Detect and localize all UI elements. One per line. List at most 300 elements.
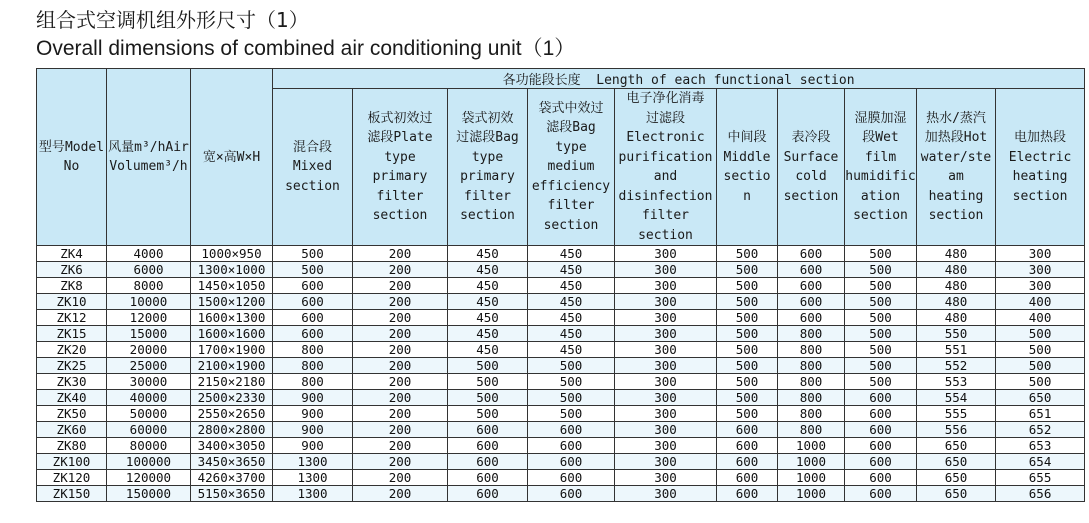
cell-width-height: 2100×1900	[191, 358, 273, 374]
cell-mixed: 900	[273, 438, 353, 454]
header-line: humidific	[845, 169, 916, 184]
cell-air-volume: 100000	[107, 454, 191, 470]
cell-mixed: 600	[273, 278, 353, 294]
cell-wet-film-humidification: 500	[845, 262, 917, 278]
cell-middle: 500	[717, 246, 778, 262]
cell-electronic-purification: 300	[615, 470, 717, 486]
header-line: section	[543, 217, 599, 233]
header-line: film	[864, 149, 897, 165]
table-body	[37, 246, 1085, 502]
page-title-english: Overall dimensions of combined air conditioning unit（1）	[36, 37, 576, 60]
header-line: section	[285, 178, 340, 194]
cell-width-height: 2500×2330	[191, 390, 273, 406]
header-line: 风量m³/h	[108, 140, 166, 155]
cell-bag-primary-filter: 600	[448, 438, 528, 454]
header-line: section	[783, 188, 839, 204]
header-line: am	[948, 169, 964, 184]
cell-surface-cold: 800	[778, 374, 845, 390]
cell-wet-film-humidification: 500	[845, 310, 917, 326]
cell-model: ZK15	[37, 326, 107, 342]
header-line: heating	[928, 188, 984, 204]
cell-electric-heating: 654	[996, 454, 1085, 470]
cell-electric-heating: 300	[996, 262, 1085, 278]
cell-hot-water-steam-heating: 650	[917, 438, 996, 454]
cell-electric-heating: 656	[996, 486, 1085, 502]
cell-bag-primary-filter: 450	[448, 246, 528, 262]
table-row	[37, 246, 1085, 262]
cell-bag-medium-filter: 600	[528, 454, 615, 470]
cell-bag-medium-filter: 450	[528, 342, 615, 358]
cell-plate-primary-filter: 200	[353, 406, 448, 422]
cell-bag-medium-filter: 500	[528, 406, 615, 422]
cell-model: ZK10	[37, 294, 107, 310]
cell-mixed: 800	[273, 358, 353, 374]
cell-electric-heating: 500	[996, 358, 1085, 374]
cell-air-volume: 150000	[107, 486, 191, 502]
header-line: 表冷段	[791, 130, 831, 145]
cell-model: ZK6	[37, 262, 107, 278]
cell-air-volume: 50000	[107, 406, 191, 422]
header-line: section	[460, 208, 515, 223]
cell-hot-water-steam-heating: 556	[917, 422, 996, 438]
cell-bag-primary-filter: 450	[448, 310, 528, 326]
cell-bag-medium-filter: 450	[528, 246, 615, 262]
header-line: 板式初效过	[367, 110, 433, 126]
cell-width-height: 2150×2180	[191, 374, 273, 390]
cell-middle: 600	[717, 470, 778, 486]
cell-middle: 600	[717, 454, 778, 470]
header-line: section	[1012, 188, 1068, 204]
table-row	[37, 262, 1085, 278]
table-row	[37, 390, 1085, 406]
header-line: and	[653, 169, 678, 184]
cell-surface-cold: 800	[778, 406, 845, 422]
cell-bag-medium-filter: 450	[528, 310, 615, 326]
header-line: Electronic	[626, 130, 705, 145]
cell-model: ZK50	[37, 406, 107, 422]
header-section-electronic-purification	[615, 89, 717, 246]
cell-wet-film-humidification: 600	[845, 390, 917, 406]
cell-wet-film-humidification: 600	[845, 438, 917, 454]
cell-air-volume: 60000	[107, 422, 191, 438]
cell-width-height: 2550×2650	[191, 406, 273, 422]
cell-width-height: 1450×1050	[191, 278, 273, 294]
cell-wet-film-humidification: 500	[845, 358, 917, 374]
table-row	[37, 374, 1085, 390]
cell-wet-film-humidification: 500	[845, 374, 917, 390]
cell-mixed: 800	[273, 374, 353, 390]
cell-model: ZK60	[37, 422, 107, 438]
header-line: type	[471, 149, 504, 165]
cell-surface-cold: 1000	[778, 454, 845, 470]
header-section-surface-cold	[778, 89, 845, 246]
table-row	[37, 454, 1085, 470]
cell-mixed: 800	[273, 342, 353, 358]
table-row	[37, 486, 1085, 502]
header-line: 宽×高	[202, 149, 237, 165]
header-line: 加热段Hot	[924, 130, 988, 145]
header-line: Mixed	[292, 159, 333, 175]
table-row	[37, 342, 1085, 358]
header-line: primary	[372, 169, 428, 184]
cell-bag-medium-filter: 450	[528, 262, 615, 278]
cell-surface-cold: 800	[778, 390, 845, 406]
cell-plate-primary-filter: 200	[353, 246, 448, 262]
cell-air-volume: 4000	[107, 246, 191, 262]
cell-bag-primary-filter: 450	[448, 294, 528, 310]
cell-electric-heating: 653	[996, 438, 1085, 454]
cell-hot-water-steam-heating: 552	[917, 358, 996, 374]
cell-width-height: 3450×3650	[191, 454, 273, 470]
cell-bag-primary-filter: 500	[448, 358, 528, 374]
header-functional-sections: 各功能段长度 Length of each functional section	[273, 69, 1085, 89]
cell-bag-medium-filter: 450	[528, 278, 615, 294]
header-line: purification	[618, 149, 713, 165]
header-section-mixed	[273, 89, 353, 246]
header-line: cold	[795, 169, 827, 184]
cell-plate-primary-filter: 200	[353, 454, 448, 470]
cell-hot-water-steam-heating: 480	[917, 278, 996, 294]
page-title-chinese: 组合式空调机组外形尺寸（1）	[36, 8, 309, 32]
cell-hot-water-steam-heating: 554	[917, 390, 996, 406]
cell-hot-water-steam-heating: 555	[917, 406, 996, 422]
header-model	[37, 69, 107, 246]
cell-bag-medium-filter: 450	[528, 326, 615, 342]
cell-air-volume: 10000	[107, 294, 191, 310]
cell-hot-water-steam-heating: 553	[917, 374, 996, 390]
cell-mixed: 500	[273, 262, 353, 278]
header-line: 过滤段Bag	[456, 130, 519, 145]
cell-hot-water-steam-heating: 650	[917, 470, 996, 486]
header-width-height	[191, 69, 273, 246]
cell-wet-film-humidification: 600	[845, 422, 917, 438]
cell-bag-primary-filter: 500	[448, 374, 528, 390]
header-line: filter	[547, 198, 595, 214]
cell-middle: 500	[717, 262, 778, 278]
cell-middle: 500	[717, 406, 778, 422]
cell-bag-medium-filter: 450	[528, 294, 615, 310]
cell-surface-cold: 1000	[778, 438, 845, 454]
cell-model: ZK150	[37, 486, 107, 502]
cell-mixed: 900	[273, 422, 353, 438]
cell-width-height: 2800×2800	[191, 422, 273, 438]
cell-plate-primary-filter: 200	[353, 358, 448, 374]
cell-plate-primary-filter: 200	[353, 470, 448, 486]
cell-model: ZK100	[37, 454, 107, 470]
header-line: heating	[1012, 169, 1068, 184]
cell-wet-film-humidification: 500	[845, 326, 917, 342]
header-line: 袋式中效过	[538, 100, 604, 116]
cell-electronic-purification: 300	[615, 310, 717, 326]
table-row	[37, 310, 1085, 326]
cell-mixed: 900	[273, 406, 353, 422]
header-line: filter	[376, 188, 424, 204]
cell-surface-cold: 800	[778, 358, 845, 374]
cell-surface-cold: 600	[778, 278, 845, 294]
cell-bag-medium-filter: 600	[528, 486, 615, 502]
header-line: type	[555, 139, 587, 155]
cell-air-volume: 25000	[107, 358, 191, 374]
cell-middle: 500	[717, 358, 778, 374]
cell-plate-primary-filter: 200	[353, 486, 448, 502]
header-line: primary	[460, 169, 515, 184]
header-line: m³/h	[156, 159, 188, 174]
cell-plate-primary-filter: 200	[353, 390, 448, 406]
header-line: type	[384, 149, 416, 165]
cell-model: ZK20	[37, 342, 107, 358]
cell-hot-water-steam-heating: 650	[917, 454, 996, 470]
header-line: disinfection	[618, 188, 713, 204]
dimensions-table	[36, 68, 1085, 502]
cell-bag-medium-filter: 500	[528, 390, 615, 406]
cell-wet-film-humidification: 600	[845, 454, 917, 470]
cell-mixed: 1300	[273, 470, 353, 486]
header-section-wet-film-humidification	[845, 89, 917, 246]
table-row	[37, 406, 1085, 422]
cell-air-volume: 15000	[107, 326, 191, 342]
cell-electric-heating: 500	[996, 342, 1085, 358]
cell-middle: 500	[717, 326, 778, 342]
cell-plate-primary-filter: 200	[353, 262, 448, 278]
table-row	[37, 278, 1085, 294]
header-line: Electric	[1008, 149, 1072, 165]
cell-air-volume: 80000	[107, 438, 191, 454]
cell-electronic-purification: 300	[615, 438, 717, 454]
cell-electronic-purification: 300	[615, 454, 717, 470]
header-line: 型号	[38, 140, 65, 155]
cell-electronic-purification: 300	[615, 342, 717, 358]
header-line: Surface	[783, 149, 839, 165]
header-line: 电加热段	[1014, 130, 1067, 145]
cell-bag-primary-filter: 600	[448, 470, 528, 486]
table-row	[37, 470, 1085, 486]
header-line: medium	[547, 159, 595, 175]
cell-electric-heating: 300	[996, 246, 1085, 262]
header-line: 段Wet	[862, 130, 899, 145]
cell-mixed: 500	[273, 246, 353, 262]
cell-electronic-purification: 300	[615, 326, 717, 342]
cell-width-height: 3400×3050	[191, 438, 273, 454]
table-row	[37, 422, 1085, 438]
header-line: filter	[464, 188, 511, 204]
cell-air-volume: 12000	[107, 310, 191, 326]
cell-electric-heating: 650	[996, 390, 1085, 406]
cell-hot-water-steam-heating: 480	[917, 246, 996, 262]
cell-model: ZK8	[37, 278, 107, 294]
cell-hot-water-steam-heating: 480	[917, 294, 996, 310]
cell-bag-primary-filter: 600	[448, 486, 528, 502]
cell-bag-primary-filter: 450	[448, 278, 528, 294]
cell-wet-film-humidification: 500	[845, 342, 917, 358]
cell-surface-cold: 1000	[778, 486, 845, 502]
cell-model: ZK4	[37, 246, 107, 262]
header-line: water/ste	[920, 149, 992, 165]
cell-electric-heating: 500	[996, 326, 1085, 342]
cell-wet-film-humidification: 500	[845, 278, 917, 294]
header-line: filter	[642, 208, 689, 223]
cell-width-height: 1700×1900	[191, 342, 273, 358]
cell-electronic-purification: 300	[615, 246, 717, 262]
cell-middle: 500	[717, 390, 778, 406]
cell-bag-medium-filter: 600	[528, 422, 615, 438]
cell-middle: 600	[717, 422, 778, 438]
table-row	[37, 358, 1085, 374]
cell-middle: 500	[717, 374, 778, 390]
cell-model: ZK40	[37, 390, 107, 406]
cell-air-volume: 40000	[107, 390, 191, 406]
cell-bag-medium-filter: 500	[528, 374, 615, 390]
cell-plate-primary-filter: 200	[353, 438, 448, 454]
table-row	[37, 438, 1085, 454]
cell-bag-medium-filter: 600	[528, 470, 615, 486]
table-row	[37, 326, 1085, 342]
cell-plate-primary-filter: 200	[353, 326, 448, 342]
cell-hot-water-steam-heating: 551	[917, 342, 996, 358]
header-line: efficiency	[531, 178, 611, 194]
cell-mixed: 600	[273, 294, 353, 310]
cell-surface-cold: 600	[778, 310, 845, 326]
cell-model: ZK80	[37, 438, 107, 454]
cell-bag-primary-filter: 450	[448, 326, 528, 342]
header-section-plate-primary-filter	[353, 89, 448, 246]
cell-model: ZK12	[37, 310, 107, 326]
header-line: sectio	[723, 169, 771, 184]
header-line: 混合段	[292, 139, 332, 155]
cell-air-volume: 120000	[107, 470, 191, 486]
header-section-bag-primary-filter	[448, 89, 528, 246]
header-line: 热水/蒸汽	[926, 110, 986, 126]
header-line: ation	[860, 188, 901, 204]
cell-electric-heating: 655	[996, 470, 1085, 486]
cell-air-volume: 30000	[107, 374, 191, 390]
cell-electronic-purification: 300	[615, 374, 717, 390]
cell-middle: 500	[717, 294, 778, 310]
header-section-bag-medium-filter	[528, 89, 615, 246]
cell-middle: 500	[717, 342, 778, 358]
header-line: n	[743, 188, 751, 204]
cell-bag-primary-filter: 450	[448, 342, 528, 358]
cell-width-height: 1600×1300	[191, 310, 273, 326]
cell-electronic-purification: 300	[615, 262, 717, 278]
cell-bag-medium-filter: 500	[528, 358, 615, 374]
cell-surface-cold: 800	[778, 342, 845, 358]
cell-electric-heating: 652	[996, 422, 1085, 438]
header-section-hot-water-steam-heating	[917, 89, 996, 246]
header-line: 湿膜加湿	[854, 110, 907, 126]
cell-width-height: 1600×1600	[191, 326, 273, 342]
header-line: section	[638, 227, 693, 243]
cell-hot-water-steam-heating: 480	[917, 262, 996, 278]
cell-surface-cold: 600	[778, 294, 845, 310]
cell-electronic-purification: 300	[615, 486, 717, 502]
cell-wet-film-humidification: 600	[845, 486, 917, 502]
header-line: 滤段Plate	[367, 130, 433, 145]
cell-mixed: 1300	[273, 486, 353, 502]
cell-surface-cold: 1000	[778, 470, 845, 486]
cell-plate-primary-filter: 200	[353, 278, 448, 294]
header-line: Middle	[723, 149, 771, 165]
cell-width-height: 1500×1200	[191, 294, 273, 310]
cell-bag-primary-filter: 600	[448, 454, 528, 470]
cell-electric-heating: 500	[996, 374, 1085, 390]
cell-electronic-purification: 300	[615, 294, 717, 310]
cell-mixed: 900	[273, 390, 353, 406]
cell-electronic-purification: 300	[615, 390, 717, 406]
cell-width-height: 5150×3650	[191, 486, 273, 502]
header-line: section	[928, 208, 984, 223]
header-line: 中间段	[727, 130, 767, 145]
cell-model: ZK30	[37, 374, 107, 390]
cell-electronic-purification: 300	[615, 406, 717, 422]
cell-width-height: 1300×1000	[191, 262, 273, 278]
cell-bag-primary-filter: 500	[448, 406, 528, 422]
header-line: section	[853, 208, 908, 223]
cell-electric-heating: 651	[996, 406, 1085, 422]
cell-wet-film-humidification: 500	[845, 246, 917, 262]
header-line: section	[372, 208, 428, 223]
cell-electric-heating: 400	[996, 294, 1085, 310]
cell-width-height: 1000×950	[191, 246, 273, 262]
cell-middle: 500	[717, 310, 778, 326]
cell-plate-primary-filter: 200	[353, 342, 448, 358]
header-line: 滤段Bag	[546, 120, 596, 136]
cell-bag-primary-filter: 600	[448, 422, 528, 438]
cell-mixed: 600	[273, 326, 353, 342]
cell-bag-primary-filter: 450	[448, 262, 528, 278]
cell-bag-primary-filter: 500	[448, 390, 528, 406]
cell-middle: 500	[717, 278, 778, 294]
table-row	[37, 294, 1085, 310]
cell-hot-water-steam-heating: 480	[917, 310, 996, 326]
cell-plate-primary-filter: 200	[353, 294, 448, 310]
cell-electronic-purification: 300	[615, 358, 717, 374]
header-line: 过滤段	[645, 110, 685, 126]
cell-middle: 600	[717, 438, 778, 454]
cell-mixed: 600	[273, 310, 353, 326]
cell-model: ZK120	[37, 470, 107, 486]
cell-bag-medium-filter: 600	[528, 438, 615, 454]
header-section-electric-heating	[996, 89, 1085, 246]
header-line: Air Volume	[109, 140, 189, 174]
header-line: 电子净化消毒	[626, 91, 705, 106]
cell-wet-film-humidification: 600	[845, 470, 917, 486]
cell-plate-primary-filter: 200	[353, 310, 448, 326]
header-section-middle	[717, 89, 778, 246]
header-line: Model No	[63, 140, 105, 174]
cell-mixed: 1300	[273, 454, 353, 470]
header-line: W×H	[236, 149, 261, 165]
cell-surface-cold: 600	[778, 246, 845, 262]
cell-hot-water-steam-heating: 550	[917, 326, 996, 342]
cell-electric-heating: 400	[996, 310, 1085, 326]
cell-model: ZK25	[37, 358, 107, 374]
cell-air-volume: 20000	[107, 342, 191, 358]
cell-surface-cold: 800	[778, 326, 845, 342]
cell-hot-water-steam-heating: 650	[917, 486, 996, 502]
cell-surface-cold: 600	[778, 262, 845, 278]
header-line: 袋式初效	[461, 110, 514, 126]
cell-electronic-purification: 300	[615, 278, 717, 294]
cell-plate-primary-filter: 200	[353, 374, 448, 390]
cell-width-height: 4260×3700	[191, 470, 273, 486]
cell-wet-film-humidification: 600	[845, 406, 917, 422]
cell-wet-film-humidification: 500	[845, 294, 917, 310]
cell-electric-heating: 300	[996, 278, 1085, 294]
cell-air-volume: 6000	[107, 262, 191, 278]
cell-surface-cold: 800	[778, 422, 845, 438]
header-air-volume	[107, 69, 191, 246]
cell-electronic-purification: 300	[615, 422, 717, 438]
